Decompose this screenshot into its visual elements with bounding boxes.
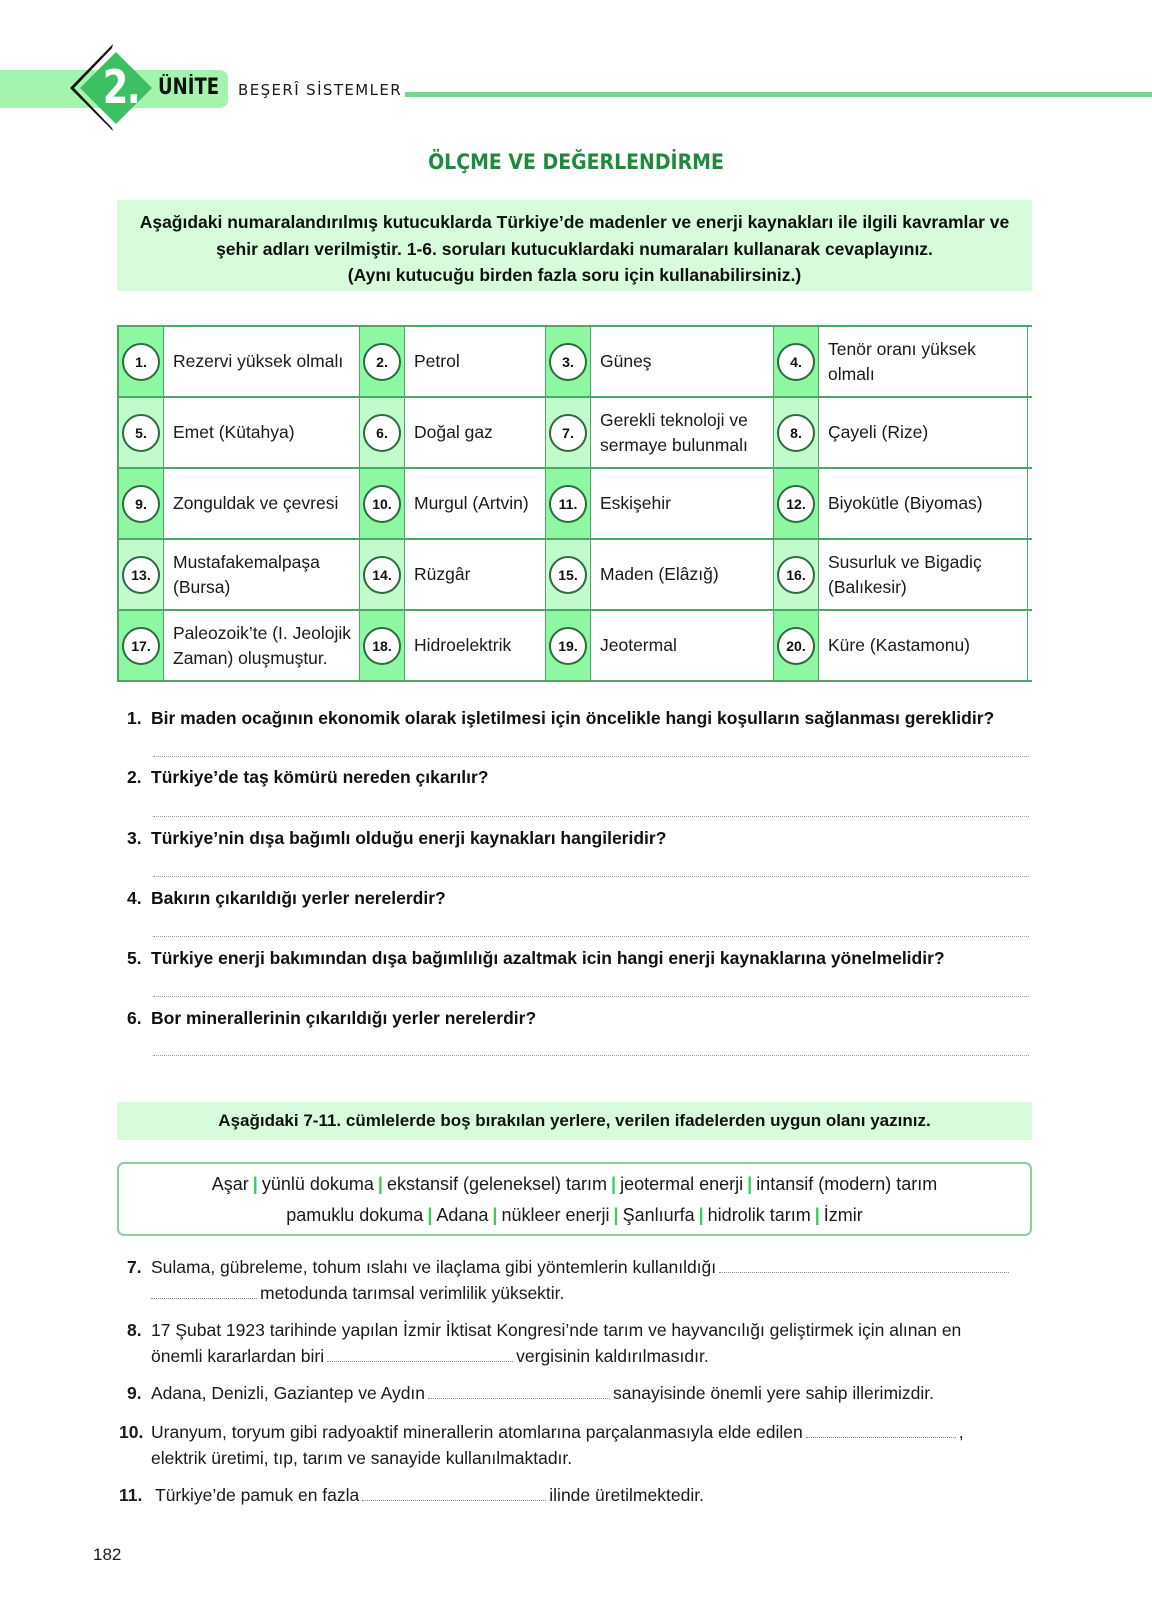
number-badge: 14. <box>363 556 401 594</box>
number-badge: 11. <box>549 485 587 523</box>
concept-grid <box>117 325 1032 682</box>
grid-cell-text: Zonguldak ve çevresi <box>164 469 360 538</box>
word-option: pamuklu dokuma <box>286 1205 424 1225</box>
answer-line-2[interactable] <box>153 816 1029 817</box>
grid-cell-text: Murgul (Artvin) <box>405 469 546 538</box>
question-5: 5. Türkiye enerji bakımından dışa bağımlılığı azaltmak icin hangi enerji kaynaklarına yönelmelidir? <box>127 948 945 968</box>
fill-blank-11: 11. Türkiye’de pamuk en fazla ilinde üretilmektedir. <box>119 1485 704 1505</box>
grid-cell-text: Emet (Kütahya) <box>164 398 360 467</box>
grid-cell-text: Gerekli teknoloji ve sermaye bulunmalı <box>591 398 774 467</box>
grid-row <box>119 540 1032 611</box>
number-badge: 15. <box>549 556 587 594</box>
grid-cell-text: Rüzgâr <box>405 540 546 609</box>
answer-line-3[interactable] <box>153 876 1029 877</box>
word-option: Adana <box>436 1205 489 1225</box>
grid-cell-text: Petrol <box>405 327 546 396</box>
number-badge: 5. <box>122 414 160 452</box>
fill-blank-10: 10. Uranyum, toryum gibi radyoaktif minerallerin atomlarına parçalanmasıyla elde edilen , elektrik üretimi, tıp, tarım ve sanayide kullanılmaktadır. <box>119 1422 964 1468</box>
word-option: hidrolik tarım <box>707 1205 811 1225</box>
question-2: 2. Türkiye’de taş kömürü nereden çıkarılır? <box>127 767 489 787</box>
word-option: jeotermal enerji <box>620 1174 744 1194</box>
answer-line-4[interactable] <box>153 936 1029 937</box>
word-option: Şanlıurfa <box>622 1205 695 1225</box>
word-option: İzmir <box>823 1205 863 1225</box>
grid-cell-text: Hidroelektrik <box>405 611 546 680</box>
grid-cell-text: Rezervi yüksek olmalı <box>164 327 360 396</box>
word-option: nükleer enerji <box>501 1205 610 1225</box>
word-option: intansif (modern) tarım <box>756 1174 938 1194</box>
number-badge: 12. <box>777 485 815 523</box>
question-1: 1. Bir maden ocağının ekonomik olarak işletilmesi için öncelikle hangi koşulların sağlanması gereklidir? <box>127 708 995 728</box>
instructions-box-2: Aşağıdaki 7-11. cümlelerde boş bırakılan yerlere, verilen ifadelerden uygun olanı yazınız. <box>117 1102 1032 1140</box>
grid-cell-text: Eskişehir <box>591 469 774 538</box>
word-bank-row: Aşar | yünlü dokuma | ekstansif (geleneksel) tarım | jeotermal enerji | intansif (modern) tarım <box>211 1174 938 1194</box>
number-badge: 17. <box>122 627 160 665</box>
number-badge: 9. <box>122 485 160 523</box>
blank-input[interactable] <box>151 1283 257 1299</box>
number-badge: 10. <box>363 485 401 523</box>
grid-row <box>119 398 1032 469</box>
grid-cell-text: Jeotermal <box>591 611 774 680</box>
word-bank-row: pamuklu dokuma | Adana | nükleer enerji | Şanlıurfa | hidrolik tarım | İzmir <box>286 1205 863 1225</box>
unit-label: ÜNİTE <box>158 75 220 100</box>
unit-subject: BEŞERÎ SİSTEMLER <box>238 81 403 99</box>
fill-blank-8: 8. 17 Şubat 1923 tarihinde yapılan İzmir İktisat Kongresi’nde tarım ve hayvancılığı geliştirmek için alınan en önemli kararlardan biri vergisinin kaldırılmasıdır. <box>127 1320 962 1366</box>
number-badge: 3. <box>549 343 587 381</box>
word-option: ekstansif (geleneksel) tarım <box>386 1174 608 1194</box>
number-badge: 13. <box>122 556 160 594</box>
question-3: 3. Türkiye’nin dışa bağımlı olduğu enerji kaynakları hangileridir? <box>127 828 667 848</box>
blank-input[interactable] <box>719 1257 1009 1273</box>
grid-cell-text: Küre (Kastamonu) <box>819 611 1028 680</box>
instructions-line: Aşağıdaki numaralandırılmış kutucuklarda Türkiye’de madenler ve enerji kaynakları ile ilgili kavramlar ve <box>139 212 1010 232</box>
word-option: Aşar <box>211 1174 249 1194</box>
grid-cell-text: Biyokütle (Biyomas) <box>819 469 1028 538</box>
fill-blank-7: 7. Sulama, gübreleme, tohum ıslahı ve ilaçlama gibi yöntemlerin kullanıldığı metodunda tarımsal verimlilik yüksektir. <box>127 1254 1012 1306</box>
page-title: ÖLÇME VE DEĞERLENDİRME <box>428 150 724 174</box>
header-rule <box>405 92 1152 97</box>
number-badge: 20. <box>777 627 815 665</box>
number-badge: 8. <box>777 414 815 452</box>
grid-row <box>119 469 1032 540</box>
number-badge: 7. <box>549 414 587 452</box>
blank-input[interactable] <box>806 1422 956 1438</box>
instructions-box-1 <box>117 200 1032 291</box>
answer-line-6[interactable] <box>153 1055 1029 1056</box>
instructions-line: şehir adları verilmiştir. 1-6. soruları kutucuklardaki numaraları kullanarak cevaplayınız. <box>216 238 933 259</box>
blank-input[interactable] <box>362 1485 546 1501</box>
question-6: 6. Bor minerallerinin çıkarıldığı yerler nerelerdir? <box>127 1008 537 1028</box>
number-badge: 4. <box>777 343 815 381</box>
question-4: 4. Bakırın çıkarıldığı yerler nerelerdir? <box>127 888 446 908</box>
number-badge: 6. <box>363 414 401 452</box>
answer-line-5[interactable] <box>153 996 1029 997</box>
grid-cell-text: Maden (Elâzığ) <box>591 540 774 609</box>
grid-cell-text: Güneş <box>591 327 774 396</box>
blank-input[interactable] <box>428 1383 610 1399</box>
number-badge: 2. <box>363 343 401 381</box>
instructions-line: (Aynı kutucuğu birden fazla soru için kullanabilirsiniz.) <box>347 265 802 285</box>
grid-row <box>119 327 1032 398</box>
word-bank <box>117 1162 1032 1236</box>
grid-cell-text: Susurluk ve Bigadiç (Balıkesir) <box>819 540 1028 609</box>
grid-cell-text: Doğal gaz <box>405 398 546 467</box>
word-option: yünlü dokuma <box>261 1174 374 1194</box>
number-badge: 18. <box>363 627 401 665</box>
grid-cell-text: Paleozoik’te (I. Jeolojik Zaman) oluşmuştur. <box>164 611 360 680</box>
answer-line-1[interactable] <box>153 756 1029 757</box>
blank-input[interactable] <box>327 1346 513 1362</box>
number-badge: 19. <box>549 627 587 665</box>
grid-cell-text: Tenör oranı yüksek olmalı <box>819 327 1028 396</box>
grid-cell-text: Çayeli (Rize) <box>819 398 1028 467</box>
grid-row <box>119 611 1032 682</box>
number-badge: 16. <box>777 556 815 594</box>
number-badge: 1. <box>122 343 160 381</box>
fill-blank-9: 9. Adana, Denizli, Gaziantep ve Aydın sanayisinde önemli yere sahip illerimizdir. <box>127 1383 935 1403</box>
unit-number: 2. <box>102 60 140 114</box>
page-number: 182 <box>93 1545 122 1564</box>
grid-cell-text: Mustafakemalpaşa (Bursa) <box>164 540 360 609</box>
